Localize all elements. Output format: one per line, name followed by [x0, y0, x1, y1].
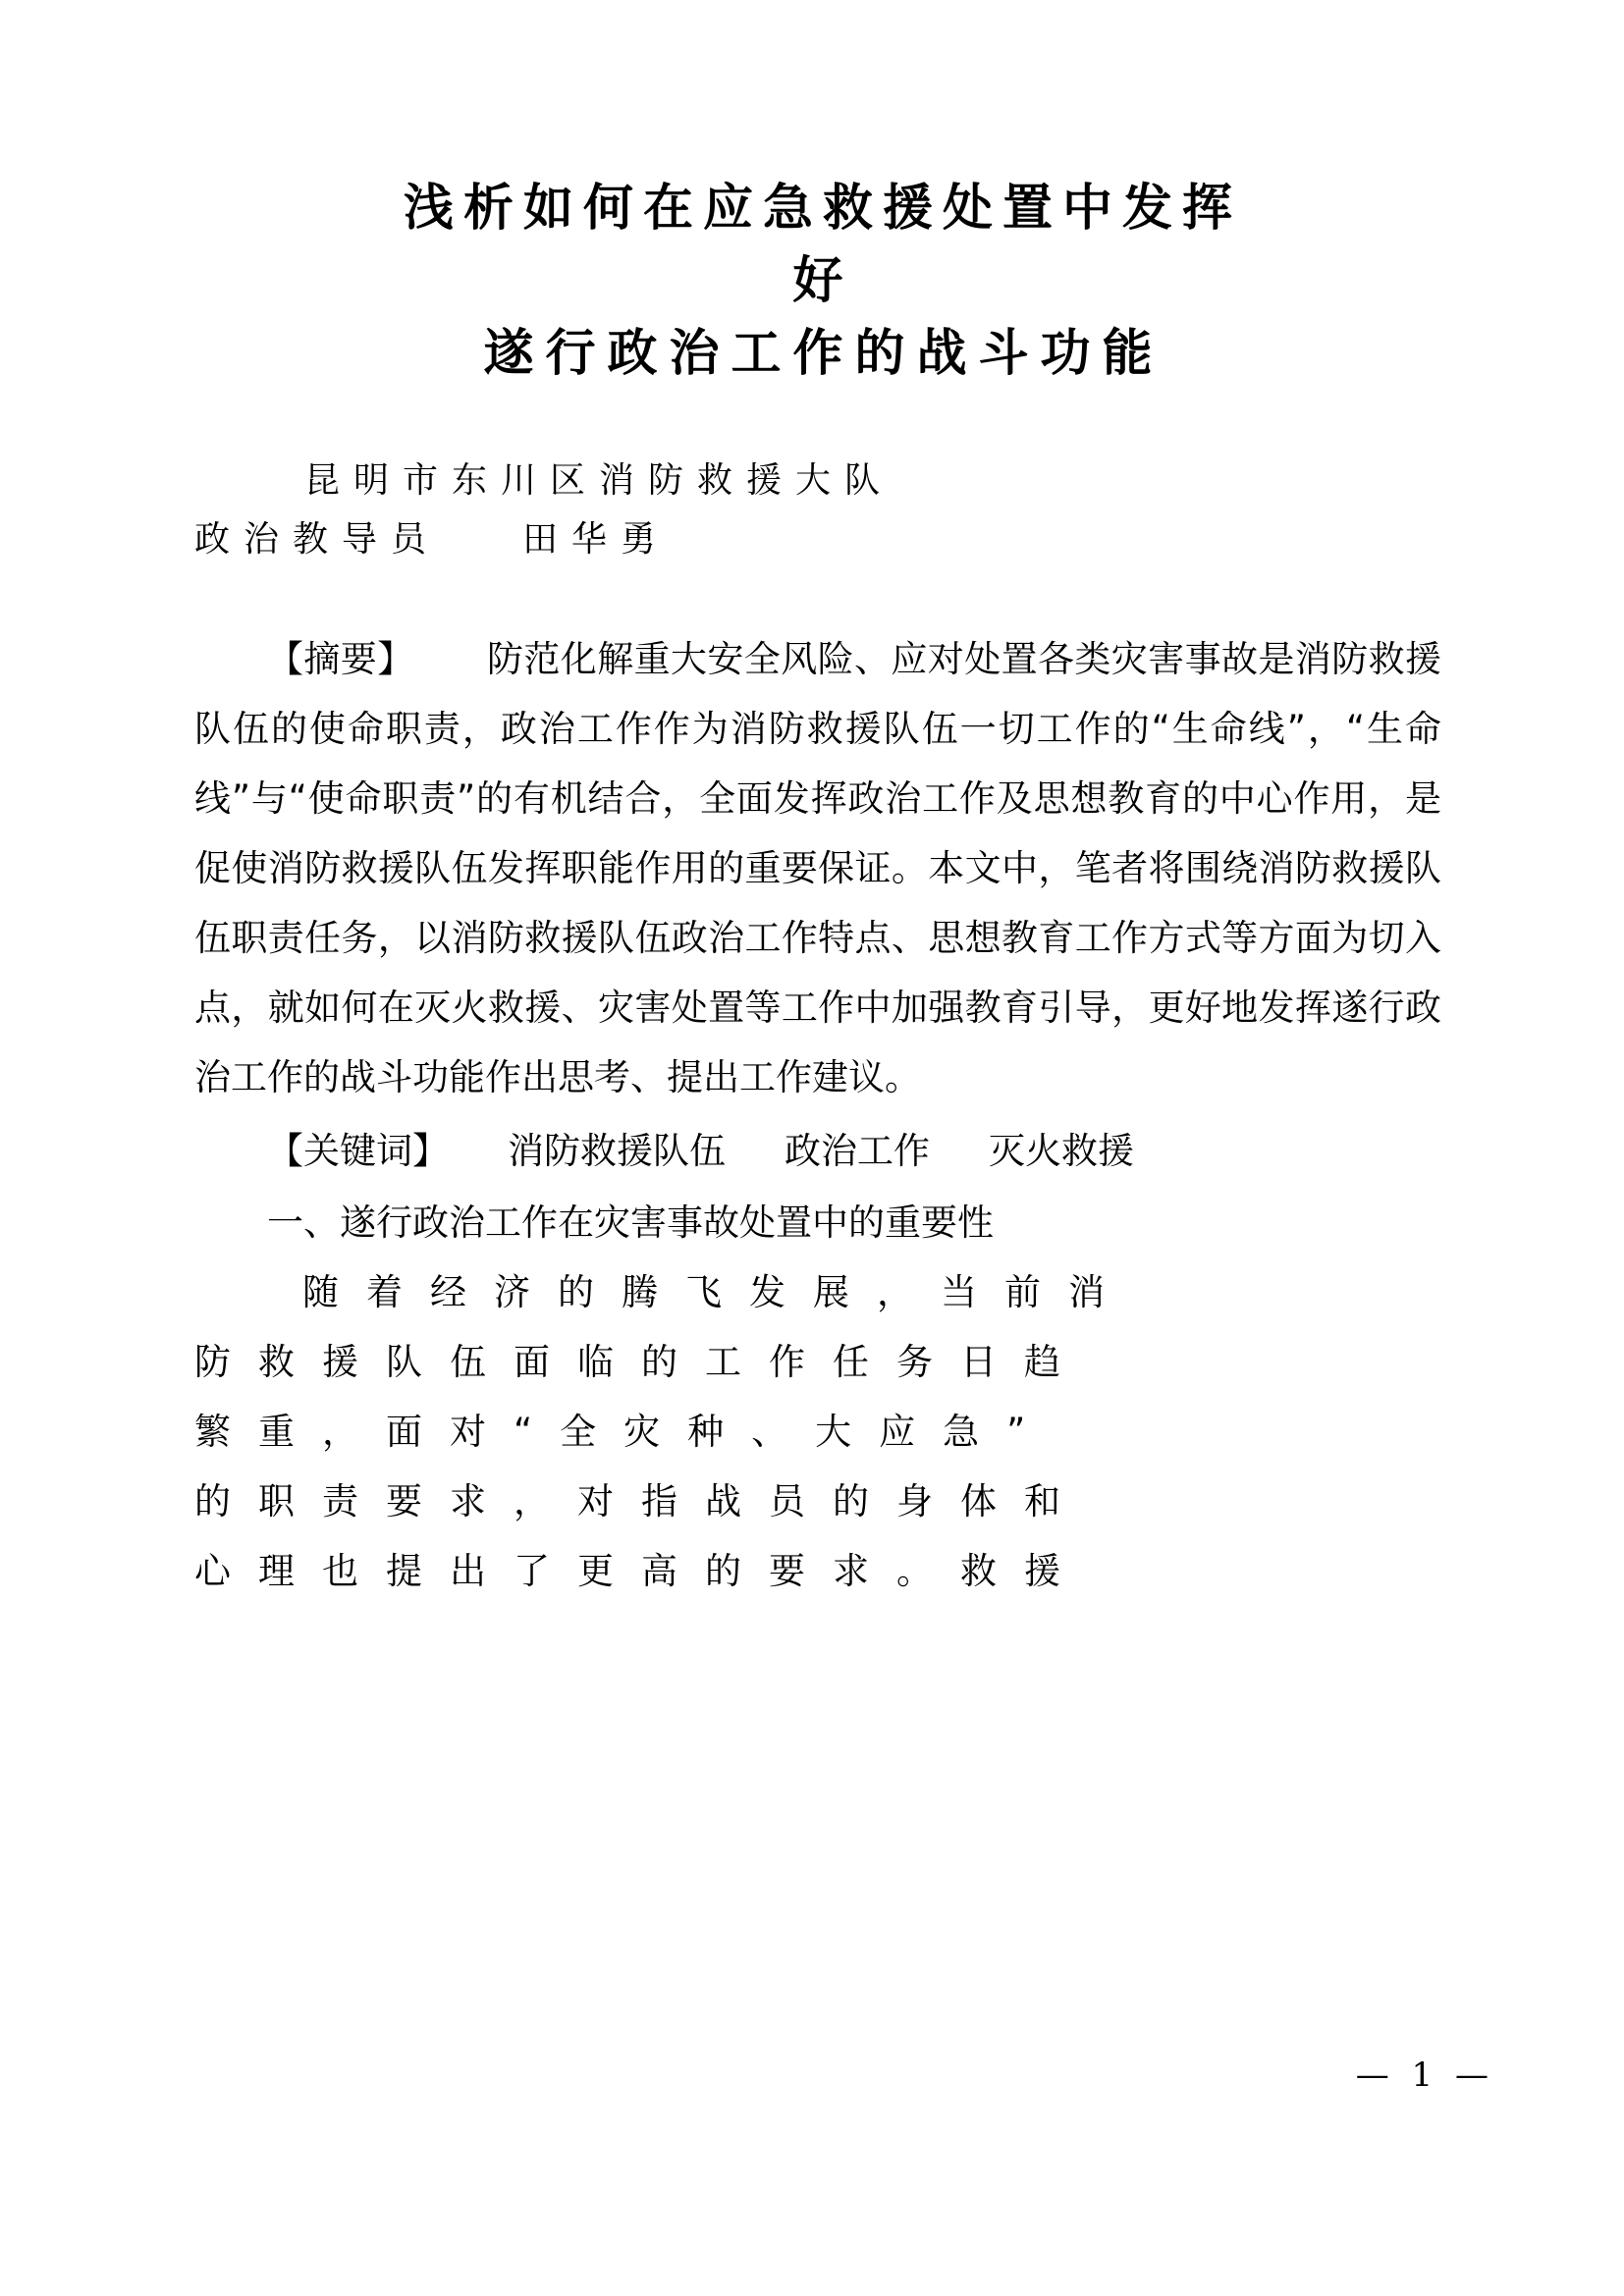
page-content	[194, 0, 1441, 1606]
body-paragraph-1	[194, 1257, 1441, 1606]
keyword-term-1: 消防救援队伍	[508, 1130, 726, 1172]
affiliation: 昆明市东川区消防救援大队	[304, 460, 894, 501]
abstract-label: 【摘要】	[267, 638, 414, 680]
author-line	[194, 510, 1441, 569]
section-heading-1: 一、遂行政治工作在灾害事故处置中的重要性	[267, 1201, 994, 1244]
page-number-footer: — 1 —	[1355, 2056, 1494, 2095]
author-block	[194, 452, 1441, 569]
title-line-1: 浅析如何在应急救援处置中发挥	[403, 180, 1242, 238]
body-line-4: 的职责要求，对指战员的身体和	[194, 1480, 1088, 1522]
document-title	[194, 173, 1441, 391]
body-line-1: 随着经济的腾飞发展，当前消	[302, 1271, 1132, 1313]
title-line-3: 遂行政治工作的战斗功能	[483, 325, 1164, 383]
author-role: 政治教导员	[194, 519, 441, 560]
abstract-text: 防范化解重大安全风险、应对处置各类灾害事故是消防救援队伍的使命职责，政治工作作为消防救援队伍一切工作的“生命线”，“生命线”与“使命职责”的有机结合，全面发挥政治工作及思想教育的中心作用，是促使消防救援队伍发挥职能作用的重要保证。本文中，笔者将围绕消防救援队伍职责任务，以消防救援队伍政治工作特点、思想教育工作方式等方面为切入点，就如何在灭火救援、灾害处置等工作中加强教育引导，更好地发挥遂行政治工作的战斗功能作出思考、提出工作建议。	[194, 638, 1442, 1098]
body-line-5: 心理也提出了更高的要求。救援	[194, 1550, 1088, 1592]
keyword-term-2: 政治工作	[785, 1130, 930, 1172]
keywords-line	[194, 1116, 1441, 1186]
body-line-2: 防救援队伍面临的工作任务日趋	[194, 1341, 1088, 1383]
keyword-term-3: 灭火救援	[989, 1130, 1134, 1172]
body-line-3: 繁重，面对“全灾种、大应急”	[194, 1411, 1054, 1453]
abstract-paragraph	[194, 624, 1441, 1112]
author-name: 田华勇	[522, 519, 671, 560]
keywords-label: 【关键词】	[267, 1130, 449, 1172]
title-line-2: 好	[792, 252, 853, 310]
